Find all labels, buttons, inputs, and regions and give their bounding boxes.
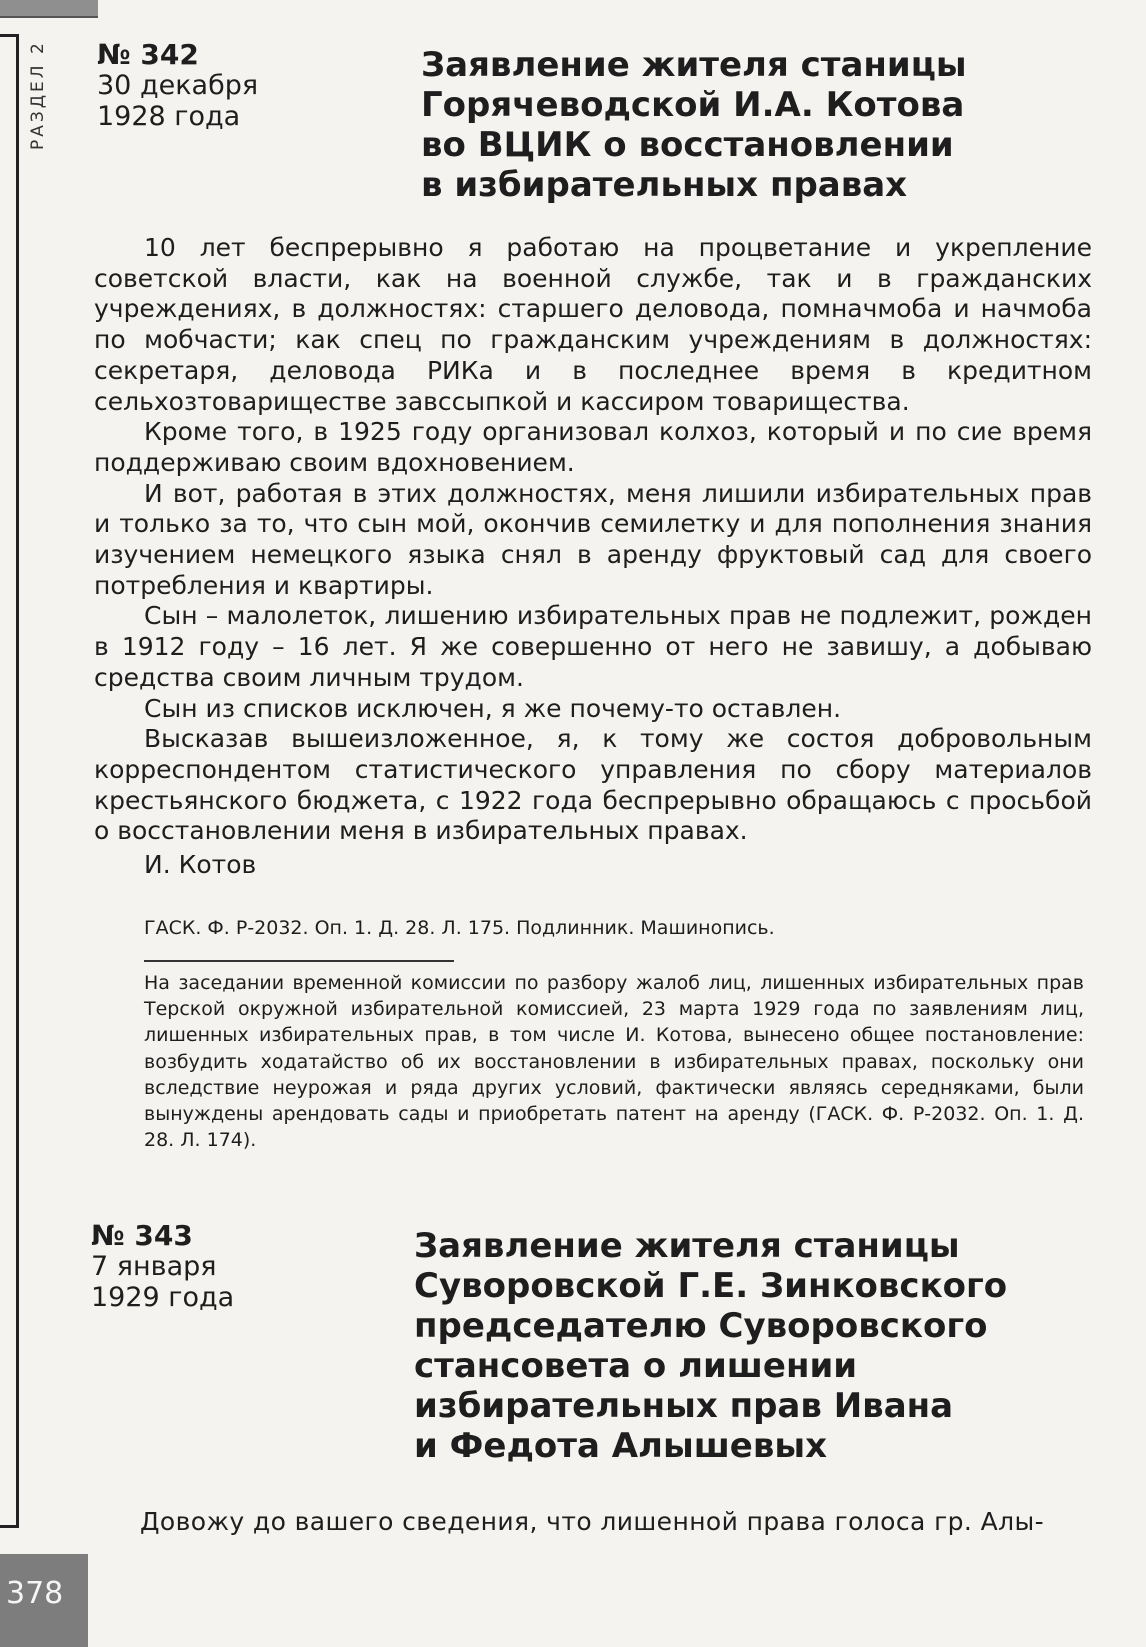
body-paragraph: И вот, работая в этих должностях, меня лишили избирательных прав и только за то, что сын мой, окончив семилетку и для пополнения знания изучением немецкого языка снял в аренду фруктовый сад для своего потребления и квартиры. (94, 478, 1092, 600)
doc-342-title-line: Горячеводской И.А. Котова (421, 85, 965, 125)
doc-342-number: № 342 (97, 38, 199, 71)
margin-frame (0, 34, 19, 1528)
section-label: РАЗДЕЛ 2 (28, 40, 48, 150)
doc-342-title-line: в избирательных правах (421, 165, 908, 205)
footnote: На заседании временной комиссии по разбору жалоб лиц, лишенных избирательных прав Терской окружной избирательной комиссией, 23 марта 1929 года по заявлениям лиц, лишенных избирательных прав, в том числе И. Котова, вынесено общее постановление: возбудить ходатайство об их восстановлении в избирательных правах, поскольку они вследствие неурожая и ряда других условий, фактически являясь середняками, были вынуждены арендовать сады и приобретать патент на аренду (ГАСК. Ф. Р-2032. Оп. 1. Д. 28. Л. 174). (144, 972, 1084, 1152)
body-paragraph: Сын – малолеток, лишению избирательных прав не подлежит, рожден в 1912 году – 16 лет. Я же совершенно от него не завишу, а добываю средства своим личным трудом. (94, 601, 1092, 692)
body-paragraph: Кроме того, в 1925 году организовал колхоз, который и по сие время поддерживаю своим вдохновением. (94, 417, 1092, 477)
doc-343-title-line: Суворовской Г.Е. Зинковского (414, 1266, 1008, 1306)
doc-343-title (414, 1226, 1094, 1466)
doc-342-title-line: Заявление жителя станицы (421, 45, 967, 85)
body-paragraph: 10 лет беспрерывно я работаю на процветание и укрепление советской власти, как на военной службе, так и в гражданских учреждениях, в должностях: старшего деловода, помначмоба и начмоба по мобчасти; как спец по гражданским учреждениям в должностях: секретаря, деловода РИКа и в последнее время в кредитном сельхозтовариществе завссыпкой и кассиром товарищества. (94, 233, 1092, 416)
footnote-divider (144, 960, 454, 962)
doc-343-first-line: Довожу до вашего сведения, что лишенной права голоса гр. Алы- (140, 1507, 1045, 1536)
doc-342-title-line: во ВЦИК о восстановлении (421, 125, 954, 165)
doc-343-title-line: избирательных прав Ивана (414, 1386, 954, 1426)
doc-343-title-line: Заявление жителя станицы (414, 1226, 960, 1266)
doc-342-date-line2: 1928 года (97, 101, 241, 132)
doc-342-body (94, 233, 1092, 847)
archive-reference: ГАСК. Ф. Р-2032. Оп. 1. Д. 28. Л. 175. Подлинник. Машинопись. (144, 917, 775, 939)
doc-343-title-line: стансовета о лишении (414, 1346, 858, 1386)
doc-342-title (421, 45, 1061, 205)
doc-343-header (91, 1221, 234, 1313)
signature: И. Котов (144, 850, 257, 879)
doc-343-title-line: и Федота Алышевых (414, 1426, 828, 1466)
doc-343-number: № 343 (91, 1219, 193, 1252)
doc-342-header (97, 40, 258, 132)
doc-342-date-line1: 30 декабря (97, 70, 259, 101)
page-number: 378 (0, 1554, 88, 1647)
body-paragraph: Сын из списков исключен, я же почему-то оставлен. (144, 693, 842, 723)
doc-343-date-line2: 1929 года (91, 1282, 235, 1313)
doc-343-date-line1: 7 января (91, 1251, 217, 1282)
doc-343-title-line: председателю Суворовского (414, 1306, 988, 1346)
body-paragraph: Высказав вышеизложенное, я, к тому же состоя добровольным корреспондентом статистического управления по сбору материалов крестьянского бюджета, с 1922 года беспрерывно обращаюсь с просьбой о восстановлении меня в избирательных правах. (94, 724, 1092, 846)
